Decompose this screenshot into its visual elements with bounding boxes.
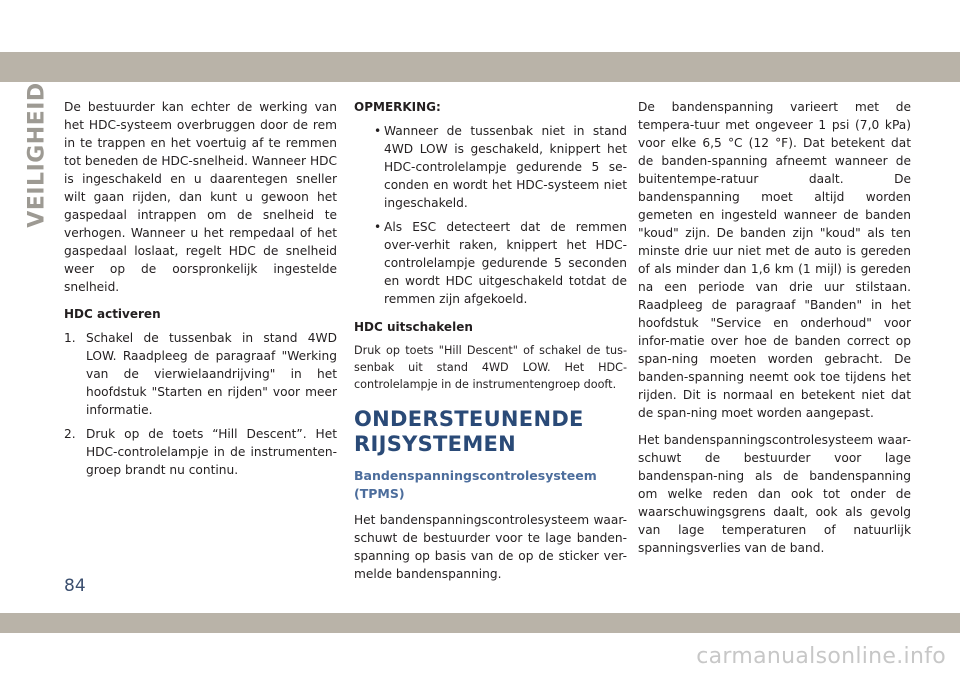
note-bullet — [354, 218, 627, 308]
section-side-label — [24, 82, 50, 228]
bullet-glyph: • — [374, 220, 382, 234]
tpms-subtitle: Bandenspanningscontrolesysteem (TPMS) — [354, 468, 597, 501]
bottom-decorative-band — [0, 613, 960, 633]
watermark-text: carmanualsonline.info — [696, 644, 946, 669]
column-1 — [64, 98, 337, 485]
column-3 — [638, 98, 911, 566]
step-text: Druk op de toets “Hill Descent”. Het HDC-controlelampje in de instrumenten-groep brandt nu continu. — [86, 427, 337, 477]
hdc-off-paragraph: Druk op toets "Hill Descent" of schakel de tus-senbak uit stand 4WD LOW. Het HDC-controlelampje in de instrumentengroep dooft. — [354, 344, 627, 391]
section-title-line-1: ONDERSTEUNENDE — [354, 407, 584, 431]
note-bullet — [354, 122, 627, 212]
step-number: 2. — [64, 427, 76, 441]
section-title-line-2: RIJSYSTEMEN — [354, 432, 517, 456]
tire-pressure-paragraph: De bandenspanning varieert met de tempera-tuur met ongeveer 1 psi (7,0 kPa) voor elke 6,5 °C (12 °F). Dat betekent dat de banden-spanning afneemt wanneer de buitentempe-ratuur daalt. De bandenspanning moet altijd worden gemeten en ingesteld wanneer de banden "koud" zijn. De banden zijn "koud" als ten minste drie uur niet met de auto is gereden of als minder dan 1,6 km (1 mijl) is gereden na een periode van drie uur stilstaan. Raadpleeg de paragraaf "Banden" in het hoofdstuk "Service en onderhoud" voor infor-matie over hoe de banden correct op span-ning moeten worden gebracht. De banden-spanning neemt ook toe tijdens het rijden. Dit is normaal en betekent niet dat de span-ning moet worden aangepast. — [638, 100, 911, 420]
top-decorative-band — [0, 52, 960, 82]
tpms-paragraph: Het bandenspanningscontrolesysteem waar-schuwt de bestuurder voor te lage banden-spanning op basis van de op de sticker ver-melde bandenspanning. — [354, 513, 627, 581]
bullet-text: Wanneer de tussenbak niet in stand 4WD LOW is geschakeld, knippert het HDC-controlelampje gedurende 5 se-conden en wordt het HDC-systeem niet ingeschakeld. — [384, 124, 627, 210]
hdc-activate-heading: HDC activeren — [64, 307, 161, 321]
hdc-off-heading: HDC uitschakelen — [354, 320, 473, 334]
step-item — [64, 425, 337, 479]
tpms-warning-paragraph: Het bandenspanningscontrolesysteem waar-schuwt de bestuurder voor lage bandenspan-ning als de bandenspanning om welke reden dan ook tot onder de waarschuwingsgrens daalt, ook als gevolg van lage temperaturen of natuurlijk spanningsverlies van de band. — [638, 433, 911, 555]
side-label-text: VEILIGHEID — [24, 82, 50, 228]
step-text: Schakel de tussenbak in stand 4WD LOW. Raadpleeg de paragraaf "Werking van de vierwielaandrijving" in het hoofdstuk "Starten en rijden" voor meer informatie. — [86, 331, 337, 417]
step-item — [64, 329, 337, 419]
bullet-text: Als ESC detecteert dat de remmen over-verhit raken, knippert het HDC-controlelampje gedurende 5 seconden en wordt HDC uitgeschakeld totdat de remmen zijn afgekoeld. — [384, 220, 627, 306]
step-number: 1. — [64, 331, 76, 345]
note-heading: OPMERKING: — [354, 100, 441, 114]
column-2 — [354, 98, 627, 592]
bullet-glyph: • — [374, 124, 382, 138]
page-number: 84 — [64, 576, 86, 596]
intro-paragraph: De bestuurder kan echter de werking van het HDC-systeem overbruggen door de rem in te trappen en het voertuig af te remmen tot beneden de HDC-snelheid. Wanneer HDC is ingeschakeld en u daarentegen sneller wilt gaan rijden, dan kunt u gewoon het gaspedaal intrappen om de snelheid te verhogen. Wanneer u het rempedaal of het gaspedaal loslaat, regelt HDC de snelheid weer op de oorspronkelijk ingestelde snelheid. — [64, 100, 337, 294]
section-title — [354, 407, 627, 457]
